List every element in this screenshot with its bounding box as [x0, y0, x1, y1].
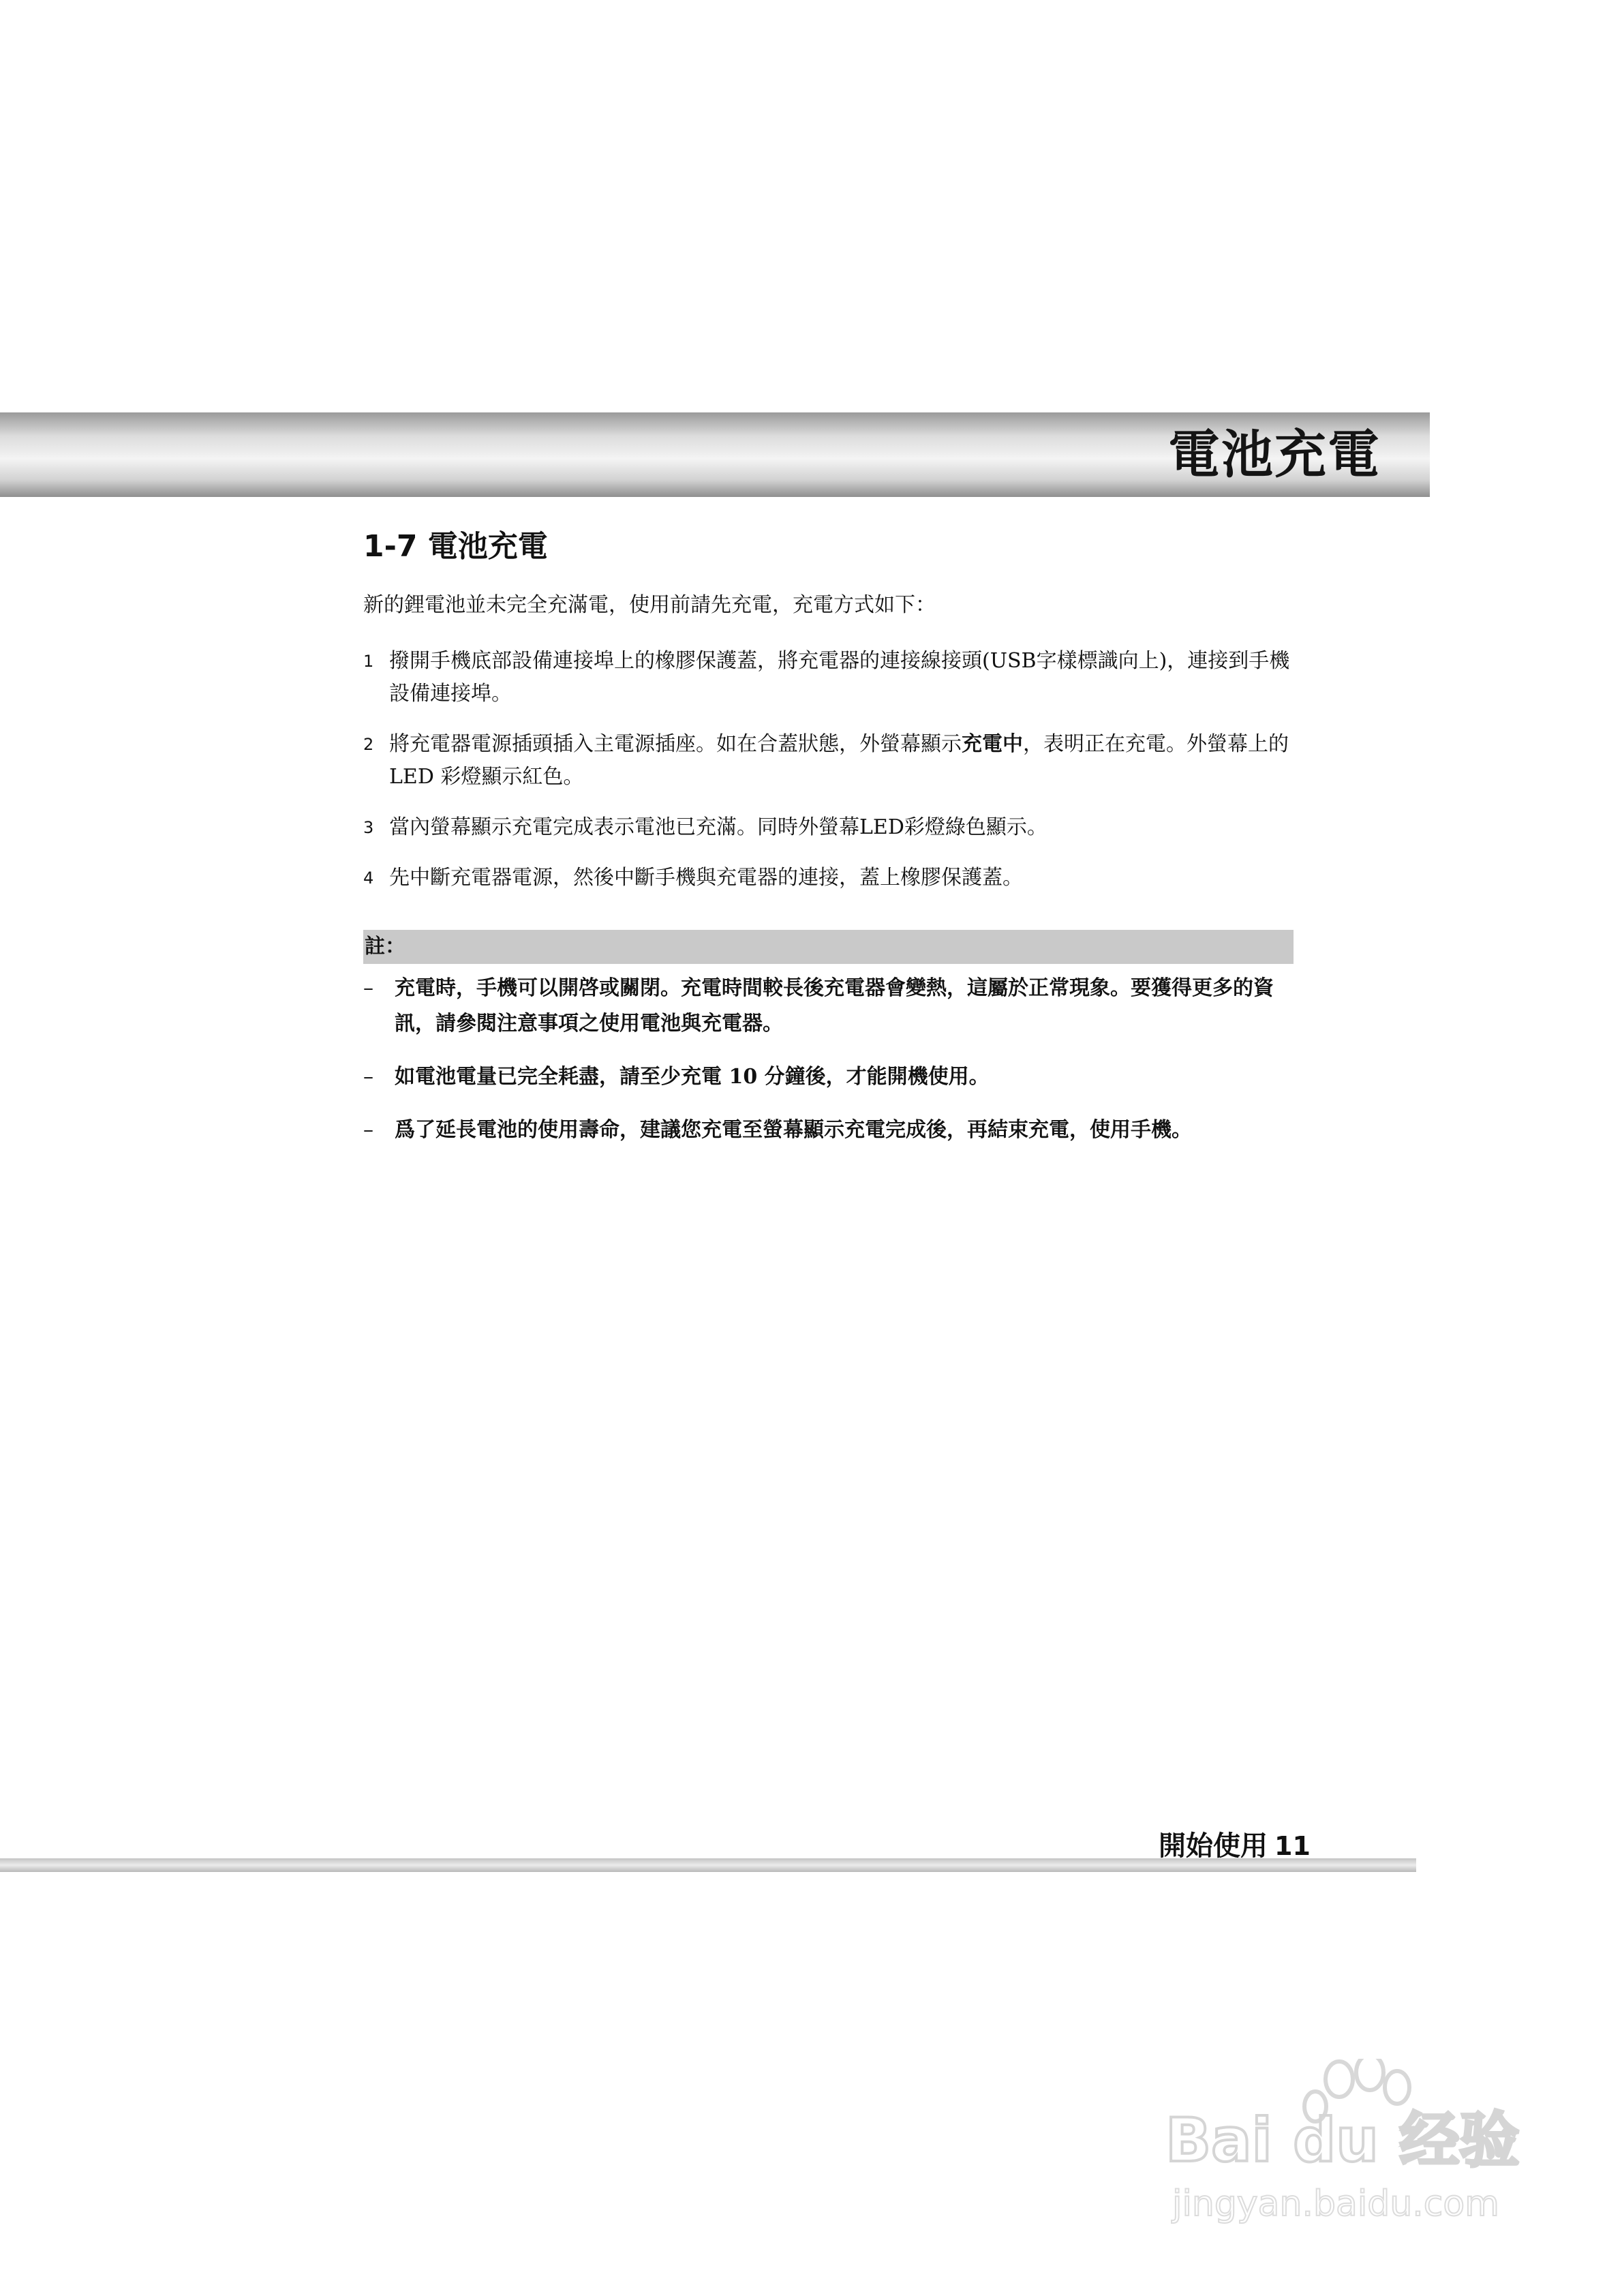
chapter-name: 開始使用: [1159, 1830, 1268, 1862]
step-number: 1: [363, 652, 374, 671]
step-text: 當內螢幕顯示充電完成表示電池已充滿。同時外螢幕LED彩燈綠色顯示。: [389, 815, 1047, 839]
dash-bullet: –: [363, 1065, 373, 1089]
page-header-title: 電池充電: [1168, 424, 1381, 485]
notes-list: [363, 971, 1294, 1148]
baidu-watermark: [1159, 2059, 1567, 2263]
footer-label: [1159, 1827, 1311, 1865]
step-text-after: ，表明正在充電。外螢幕上的LED 彩燈顯示紅色。: [389, 732, 1289, 789]
step-text: 先中斷充電器電源，然後中斷手機與充電器的連接，蓋上橡膠保護蓋。: [389, 866, 1023, 890]
step-number: 4: [363, 868, 374, 888]
step-number: 3: [363, 818, 374, 837]
watermark-brand: Bai du 经验: [1165, 2105, 1520, 2175]
watermark-url: jingyan.baidu.com: [1172, 2184, 1499, 2224]
note-item: [363, 971, 1294, 1042]
step-number: 2: [363, 735, 374, 754]
step-text-emphasis: 充電中: [962, 732, 1023, 756]
intro-text: 新的鋰電池並未完全充滿電，使用前請先充電，充電方式如下：: [363, 593, 936, 617]
note-item: [363, 1059, 1294, 1095]
section-title: 1-7 電池充電: [363, 529, 548, 564]
step-item: [363, 862, 1294, 894]
page-number: 11: [1274, 1831, 1311, 1861]
step-text-before: 將充電器電源插頭插入主電源插座。如在合蓋狀態，外螢幕顯示: [389, 732, 962, 756]
note-text: 充電時，手機可以開啓或關閉。充電時間較長後充電器會變熱，這屬於正常現象。要獲得更多的資訊，請參閱注意事項之使用電池與充電器。: [395, 976, 1274, 1036]
step-text: 撥開手機底部設備連接埠上的橡膠保護蓋，將充電器的連接線接頭(USB字樣標識向上)，連接到手機設備連接埠。: [389, 649, 1290, 706]
note-text: 如電池電量已完全耗盡，請至少充電 10 分鐘後，才能開機使用。: [395, 1065, 990, 1089]
dash-bullet: –: [363, 976, 373, 1000]
note-label-bar: 註：: [363, 930, 1294, 964]
step-item: [363, 811, 1294, 844]
dash-bullet: –: [363, 1118, 373, 1142]
steps-list: [363, 645, 1294, 894]
note-text: 爲了延長電池的使用壽命，建議您充電至螢幕顯示充電完成後，再結束充電，使用手機。: [395, 1118, 1192, 1142]
main-content: [363, 525, 1294, 1166]
header-band: [0, 412, 1430, 497]
step-item: [363, 645, 1294, 710]
note-item: [363, 1113, 1294, 1148]
step-item: [363, 728, 1294, 794]
